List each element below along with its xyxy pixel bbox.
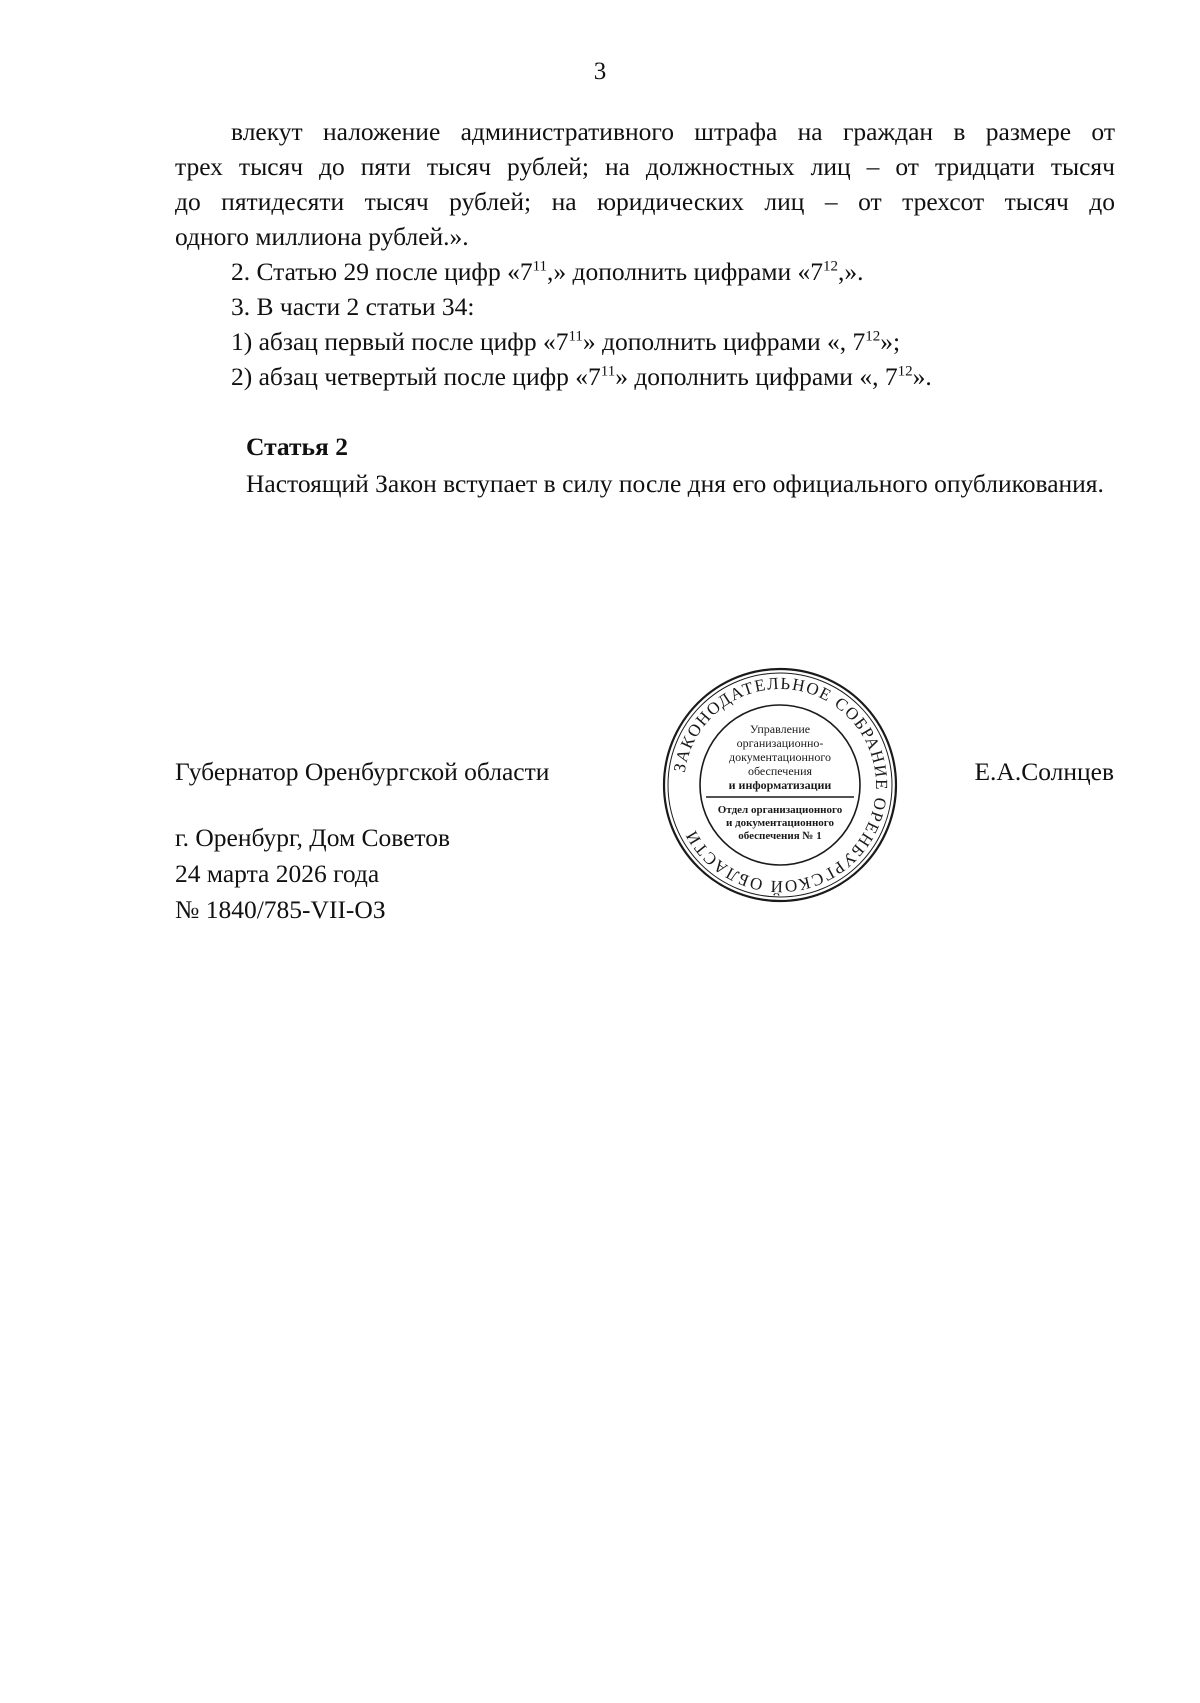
text-fragment: » дополнить цифрами «, 7 xyxy=(582,327,866,356)
text-fragment: ,» дополнить цифрами «7 xyxy=(547,257,824,286)
paragraph-line: трех тысяч до пяти тысяч рублей; на должностных лиц – от тридцати тысяч xyxy=(175,152,1115,181)
amendment-item-2 xyxy=(175,254,1115,289)
seal-inner-line: и информатизации xyxy=(728,778,832,792)
city-line: г. Оренбург, Дом Советов xyxy=(175,823,451,852)
text-fragment: 1) абзац первый после цифр «7 xyxy=(231,327,569,356)
text-fragment: 2) абзац четвертый после цифр «7 xyxy=(231,362,601,391)
superscript: 11 xyxy=(600,363,616,380)
superscript: 11 xyxy=(532,258,548,275)
signatory-title: Губернатор Оренбургской области xyxy=(175,757,550,786)
seal-outer-text: ЗАКОНОДАТЕЛЬНОЕ СОБРАНИЕ ОРЕНБУРГСКОЙ ОБЛАСТИ xyxy=(669,673,892,897)
text-fragment: »; xyxy=(880,327,901,356)
superscript: 11 xyxy=(568,328,583,345)
law-number: № 1840/785-VII-ОЗ xyxy=(175,895,386,924)
date-line: 24 марта 2026 года xyxy=(175,859,380,888)
superscript: 12 xyxy=(897,363,913,380)
article-heading: Статья 2 xyxy=(246,432,348,461)
amendment-item-3: 3. В части 2 статьи 34: xyxy=(231,292,475,321)
seal-inner-line: организационно- xyxy=(736,736,824,750)
superscript: 12 xyxy=(865,328,881,345)
text-fragment: » дополнить цифрами «, 7 xyxy=(615,362,898,391)
seal-inner-line: обеспечения xyxy=(747,764,813,778)
signatory-name: Е.А.Солнцев xyxy=(974,757,1114,786)
official-seal xyxy=(660,665,900,905)
paragraph-line: влекут наложение административного штрафа на граждан в размере от xyxy=(231,117,1115,146)
paragraph-line: одного миллиона рублей.». xyxy=(175,222,469,251)
seal-inner-line: документационного xyxy=(729,750,831,764)
article-text: Настоящий Закон вступает в силу после дня его официального опубликования. xyxy=(246,469,1104,498)
sub-item-1 xyxy=(175,324,1115,359)
superscript: 12 xyxy=(823,258,839,275)
text-fragment: ». xyxy=(912,362,932,391)
seal-dept-line: Отдел организационного xyxy=(717,804,843,816)
seal-inner-line: Управление xyxy=(749,722,811,736)
paragraph-line: до пятидесяти тысяч рублей; на юридических лиц – от трехсот тысяч до xyxy=(175,187,1115,216)
seal-dept-line: и документационного xyxy=(725,817,835,829)
seal-dept-line: обеспечения № 1 xyxy=(738,830,822,842)
text-fragment: ,». xyxy=(838,257,864,286)
page-number: 3 xyxy=(593,58,607,85)
body-text xyxy=(175,114,1115,394)
document-place-date-number xyxy=(175,820,450,928)
sub-item-2 xyxy=(175,359,1115,394)
text-fragment: 2. Статью 29 после цифр «7 xyxy=(231,257,533,286)
